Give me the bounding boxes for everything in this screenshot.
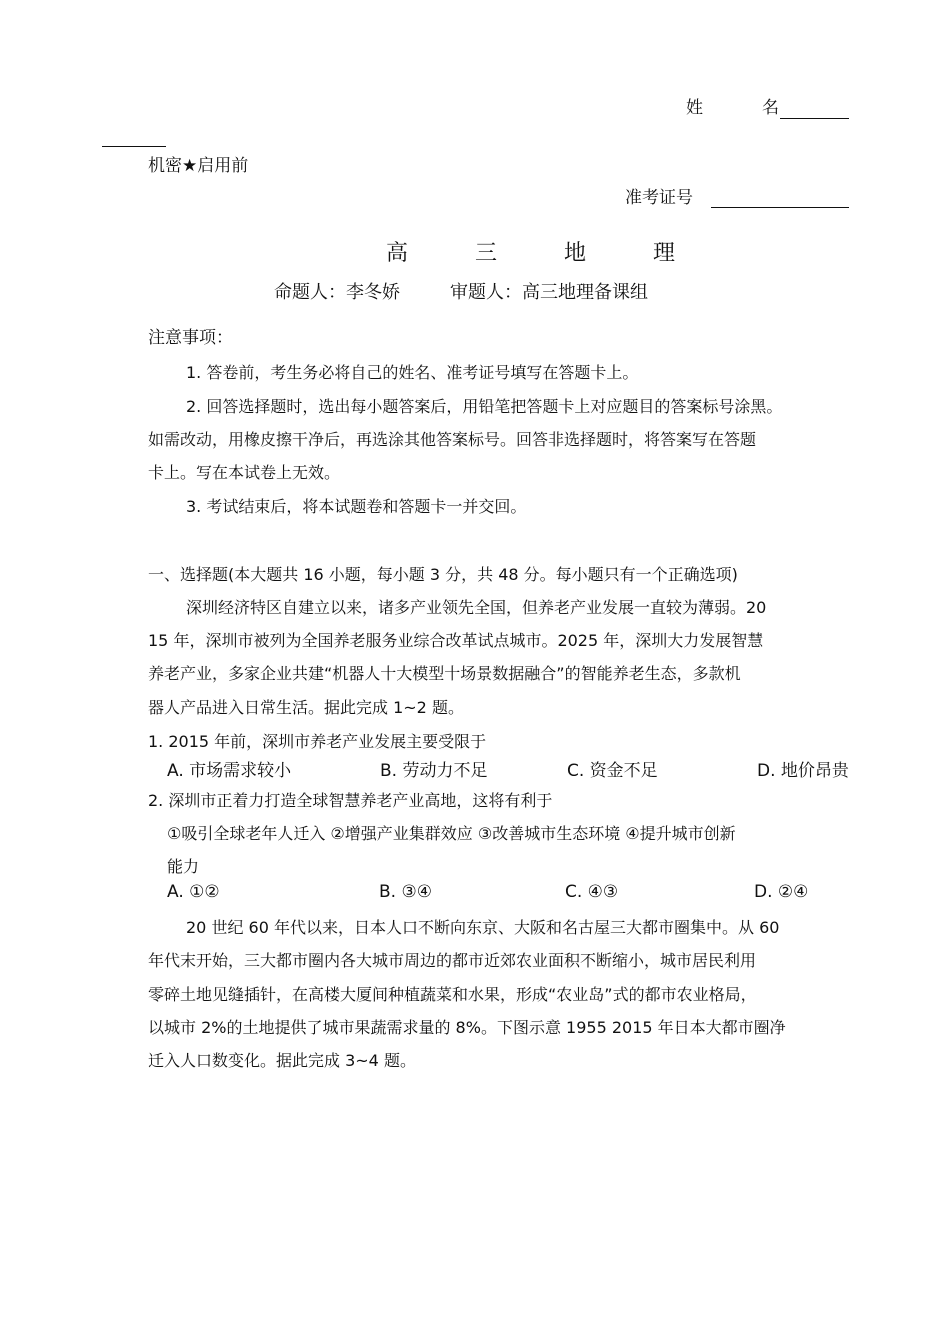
q2-statements-line1: ①吸引全球老年人迁入 ②增强产业集群效应 ③改善城市生态环境 ④提升城市创新 — [167, 824, 736, 843]
q2-option-c[interactable]: C. ④③ — [565, 882, 619, 902]
q2-option-a[interactable]: A. ①② — [167, 882, 220, 902]
passage1-line: 养老产业，多家企业共建“机器人十大模型十场景数据融合”的智能养老生态，多款机 — [148, 664, 741, 683]
notice-item-1: 1. 答卷前，考生务必将自己的姓名、准考证号填写在答题卡上。 — [186, 363, 639, 382]
notice-item-2-line2: 如需改动，用橡皮擦干净后，再选涂其他答案标号。回答非选择题时，将答案写在答题 — [148, 430, 757, 449]
question-reviewer: 审题人：高三地理备课组 — [450, 282, 648, 303]
question-2-stem: 2. 深圳市正着力打造全球智慧养老产业高地，这将有利于 — [148, 791, 553, 810]
page-title: 高 三 地 理 — [386, 241, 705, 266]
notice-item-3: 3. 考试结束后，将本试题卷和答题卡一并交回。 — [186, 497, 527, 516]
q2-option-b[interactable]: B. ③④ — [379, 882, 432, 902]
confidential-label: 机密★启用前 — [148, 156, 249, 176]
notice-item-2-line1: 2. 回答选择题时，选出每小题答案后，用铅笔把答题卡上对应题目的答案标号涂黑。 — [186, 397, 783, 416]
q1-option-b[interactable]: B. 劳动力不足 — [380, 761, 488, 781]
q1-option-d[interactable]: D. 地价昂贵 — [757, 761, 849, 781]
notice-heading: 注意事项： — [148, 328, 233, 348]
q1-option-a[interactable]: A. 市场需求较小 — [167, 761, 292, 781]
question-1-stem: 1. 2015 年前，深圳市养老产业发展主要受限于 — [148, 732, 487, 751]
passage1-line: 器人产品进入日常生活。据此完成 1~2 题。 — [148, 698, 464, 717]
notice-item-2-line3: 卡上。写在本试卷上无效。 — [148, 463, 341, 482]
question-setter: 命题人：李冬娇 — [274, 282, 400, 303]
passage1-line: 深圳经济特区自建立以来，诸多产业领先全国，但养老产业发展一直较为薄弱。20 — [186, 598, 767, 617]
passage2-line: 20 世纪 60 年代以来，日本人口不断向东京、大阪和名古屋三大都市圈集中。从 60 — [186, 918, 780, 937]
q1-option-c[interactable]: C. 资金不足 — [567, 761, 658, 781]
passage2-line: 迁入人口数变化。据此完成 3~4 题。 — [148, 1051, 416, 1070]
name-field-underline — [780, 118, 849, 119]
passage1-line: 15 年，深圳市被列为全国养老服务业综合改革试点城市。2025 年，深圳大力发展智慧 — [148, 631, 764, 650]
q2-option-d[interactable]: D. ②④ — [754, 882, 809, 902]
name-label-char1: 姓 — [686, 98, 703, 118]
passage2-line: 以城市 2%的土地提供了城市果蔬需求量的 8%。下图示意 1955 2015 年日本大都市圈净 — [148, 1018, 786, 1037]
name-label-char2: 名 — [762, 98, 779, 118]
q2-statements-line2: 能力 — [167, 857, 200, 876]
name-field-underline-cont — [102, 146, 166, 147]
exam-id-label: 准考证号 — [625, 188, 693, 208]
section-heading: 一、选择题(本大题共 16 小题，每小题 3 分，共 48 分。每小题只有一个正确选项) — [148, 565, 738, 584]
passage2-line: 年代末开始，三大都市圈内各大城市周边的都市近郊农业面积不断缩小，城市居民利用 — [148, 951, 757, 970]
passage2-line: 零碎土地见缝插针，在高楼大厦间种植蔬菜和水果，形成“农业岛”式的都市农业格局， — [148, 985, 757, 1004]
exam-id-underline — [711, 207, 849, 208]
